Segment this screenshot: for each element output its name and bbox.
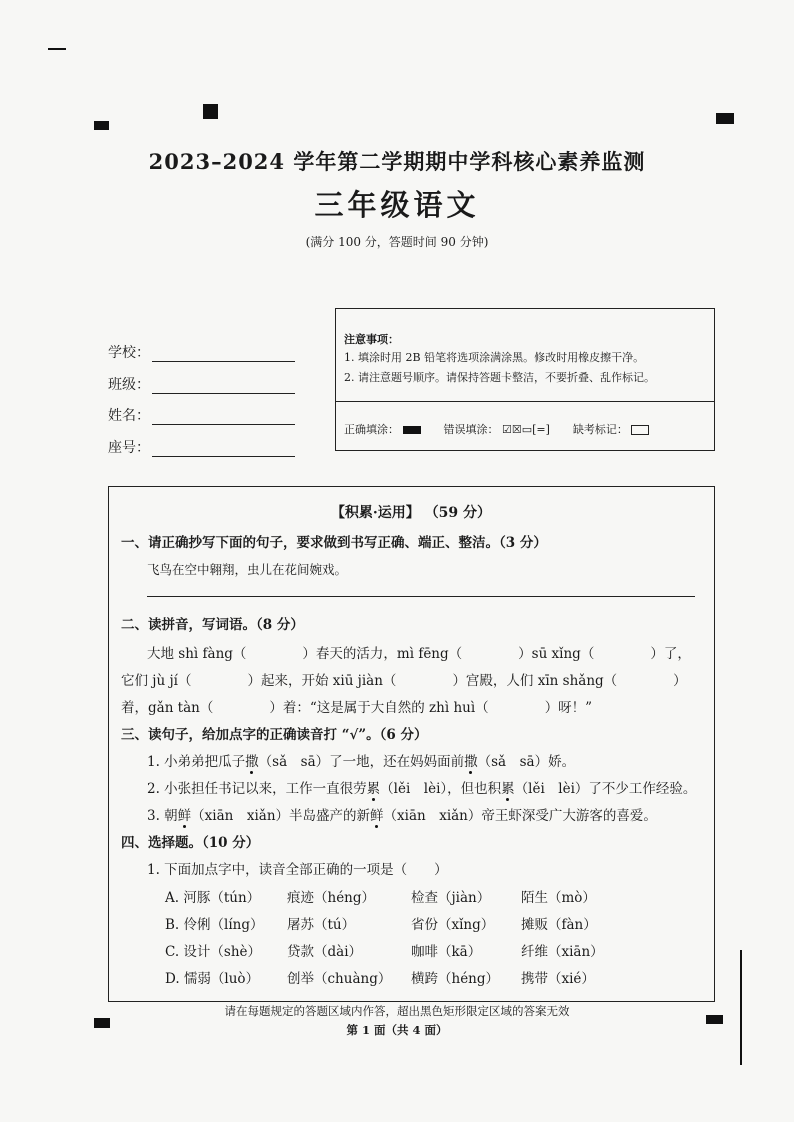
registration-mark (48, 48, 66, 50)
q2-line-1 (147, 642, 691, 662)
q2-text: 它们 jù jí（ (121, 673, 192, 689)
q2-text: ）sū xǐng（ (518, 646, 595, 662)
notice-title: 注意事项： (344, 333, 399, 346)
dotted-char: 鲜 (370, 804, 384, 824)
option-d-3: 横跨（héng） (411, 971, 500, 987)
name-field[interactable] (108, 405, 295, 425)
q3-options[interactable]: （sǎ sā）了一地，还在妈妈面前 (258, 754, 465, 770)
q3-text: 2. 小张担任书记以来，工作一直很劳 (147, 781, 367, 797)
q3-sentence-3[interactable] (147, 804, 657, 824)
q2-text: 着，gǎn tàn（ (121, 700, 214, 716)
q3-options[interactable]: （lěi lèi）了不少工作经验。 (514, 781, 697, 797)
correct-fill-label: 正确填涂： (344, 423, 399, 436)
option-d-2: 创举（chuàng） (287, 971, 392, 987)
option-a-1[interactable]: A. 河豚（tún） (165, 890, 261, 906)
absent-label: 缺考标记： (572, 423, 628, 436)
q2-text: ） (673, 673, 687, 689)
q2-text: ）春天的活力，mì fēng（ (302, 646, 463, 662)
wrong-fill-samples: ☑☒▭[=] (502, 423, 550, 436)
q2-text: ）宫殿，人们 xīn shǎng（ (452, 673, 618, 689)
q3-options[interactable]: （xiān xiǎn）帝王虾深受广大游客的喜爱。 (383, 808, 657, 824)
wrong-fill-label: 错误填涂： (443, 423, 499, 436)
notice-item-1: 1. 填涂时用 2B 铅笔将选项涂满涂黑。修改时用橡皮擦干净。 (344, 351, 645, 364)
fill-legend (344, 421, 649, 437)
q2-text: ）着：“这是属于大自然的 zhì huì（ (269, 700, 489, 716)
q3-text: 1. 小弟弟把瓜子 (147, 754, 246, 770)
q4-prompt: 1. 下面加点字中，读音全部正确的一项是（ ） (147, 862, 448, 878)
footer-warning: 请在每题规定的答题区域内作答，超出黑色矩形限定区域的答案无效 (224, 1004, 570, 1018)
option-d-4: 携带（xié） (521, 971, 595, 987)
q1-answer-line[interactable] (147, 596, 695, 597)
option-b-3: 省份（xǐng） (411, 917, 495, 933)
exam-note: (满分 100 分，答题时间 90 分钟) (305, 235, 489, 249)
school-field[interactable] (108, 342, 295, 362)
exam-title: 2023–2024 学年第二学期期中学科核心素养监测 (148, 149, 646, 174)
q2-text: ）起来，开始 xiū jiàn（ (247, 673, 397, 689)
q4-heading: 四、选择题。（10 分） (121, 835, 260, 851)
section-title: 【积累·运用】 （59 分） (330, 505, 492, 521)
option-c-1[interactable]: C. 设计（shè） (165, 944, 262, 960)
q2-text: ）呀！” (544, 700, 593, 716)
seat-label: 座号： (108, 440, 150, 456)
q2-text: ）了， (650, 646, 691, 662)
notice-item-2: 2. 请注意题号顺序。请保持答题卡整洁，不要折叠、乱作标记。 (344, 371, 655, 384)
notice-box (335, 308, 715, 451)
q2-line-3 (121, 696, 592, 716)
registration-mark (203, 104, 218, 119)
seat-line[interactable] (152, 442, 295, 457)
school-label: 学校： (108, 345, 150, 361)
dotted-char: 累 (501, 777, 515, 797)
class-line[interactable] (152, 379, 295, 394)
option-a-3: 检查（jiàn） (411, 890, 491, 906)
q2-heading: 二、读拼音，写词语。（8 分） (121, 617, 304, 633)
class-label: 班级： (108, 377, 150, 393)
absent-mark-box[interactable] (631, 425, 649, 435)
seat-field[interactable] (108, 437, 295, 457)
option-a-2: 痕迹（héng） (287, 890, 376, 906)
q3-sentence-2[interactable] (147, 777, 696, 797)
q3-text: 3. 朝 (147, 808, 178, 824)
q3-options[interactable]: （lěi lèi），但也积 (380, 781, 502, 797)
registration-mark (716, 113, 734, 124)
name-label: 姓名： (108, 408, 150, 424)
registration-mark (94, 121, 109, 130)
q3-sentence-1[interactable] (147, 750, 575, 770)
q1-sentence: 飞鸟在空中翱翔，虫儿在花间婉戏。 (147, 562, 348, 577)
dotted-char: 累 (367, 777, 381, 797)
option-d-1[interactable]: D. 懦弱（luò） (165, 971, 260, 987)
page-number: 第 1 面（共 4 面） (346, 1023, 448, 1037)
q2-text: 大地 shì fàng（ (147, 646, 247, 662)
option-c-3: 咖啡（kā） (411, 944, 482, 960)
option-b-4: 摊贩（fàn） (521, 917, 597, 933)
q3-options[interactable]: （xiān xiǎn）半岛盛产的新 (191, 808, 371, 824)
class-field[interactable] (108, 374, 295, 394)
school-line[interactable] (152, 347, 295, 362)
q1-heading: 一、请正确抄写下面的句子，要求做到书写正确、端正、整洁。（3 分） (121, 535, 547, 551)
notice-divider (336, 401, 714, 402)
option-b-2: 屠苏（tú） (287, 917, 356, 933)
q2-line-2 (121, 669, 687, 689)
dotted-char: 鲜 (178, 804, 192, 824)
option-a-4: 陌生（mò） (521, 890, 596, 906)
question-area (108, 486, 715, 1002)
exam-subject: 三年级语文 (314, 188, 480, 222)
option-c-2: 贷款（dài） (287, 944, 363, 960)
dotted-char: 撒 (464, 750, 478, 770)
option-b-1[interactable]: B. 伶俐（líng） (165, 917, 264, 933)
correct-fill-sample (403, 426, 421, 434)
q3-heading: 三、读句子，给加点字的正确读音打 “√”。（6 分） (121, 727, 428, 743)
name-line[interactable] (152, 410, 295, 425)
option-c-4: 纤维（xiān） (521, 944, 604, 960)
dotted-char: 撒 (245, 750, 259, 770)
q3-options[interactable]: （sǎ sā）娇。 (477, 754, 576, 770)
